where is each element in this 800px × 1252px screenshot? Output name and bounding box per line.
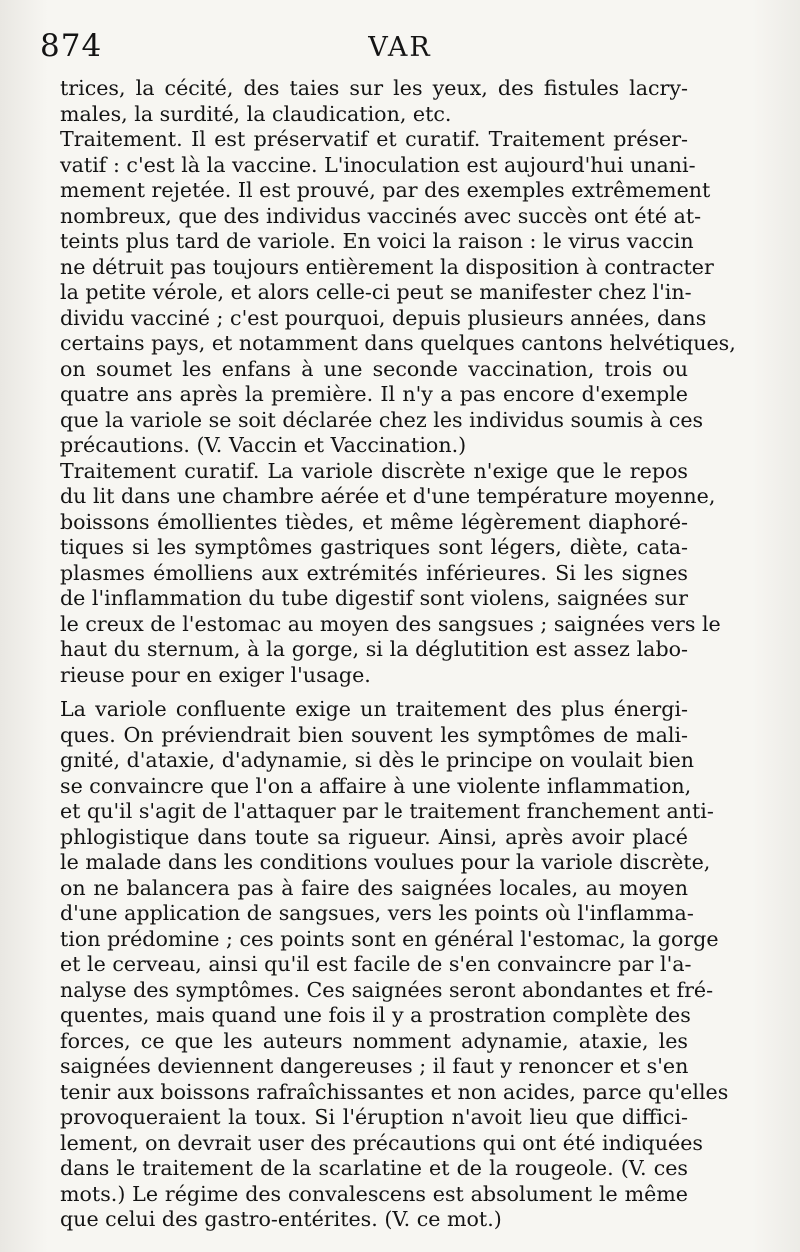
text-line: vatif : c'est là la vaccine. L'inoculation est aujourd'hui unani-	[60, 152, 696, 177]
text-line: et qu'il s'agit de l'attaquer par le traitement franchement anti-	[60, 799, 714, 823]
text-line: certains pays, et notamment dans quelques cantons helvétiques,	[60, 331, 736, 355]
text-line: males, la surdité, la claudication, etc.	[60, 101, 452, 126]
text-line: mots.) Le régime des convalescens est absolument le même	[60, 1181, 688, 1206]
text-line: le creux de l'estomac au moyen des sangsues ; saignées vers le	[60, 611, 721, 636]
text-line: saignées deviennent dangereuses ; il faut y renoncer et s'en	[60, 1054, 689, 1078]
text-line: le malade dans les conditions voulues pour la variole discrète,	[60, 850, 711, 874]
text-line: ne détruit pas toujours entièrement la disposition à contracter	[60, 254, 714, 279]
text-line: tenir aux boissons rafraîchissantes et non acides, parce qu'elles	[60, 1079, 729, 1104]
text-line: du lit dans une chambre aérée et d'une température moyenne,	[60, 484, 716, 508]
text-line: quatre ans après la première. Il n'y a pas encore d'exemple	[60, 382, 688, 406]
text-line: gnité, d'ataxie, d'adynamie, si dès le principe on voulait bien	[60, 748, 695, 772]
text-line: on soumet les enfans à une seconde vaccination, trois ou	[60, 356, 688, 381]
text-line: provoqueraient la toux. Si l'éruption n'avoit lieu que diffici-	[60, 1105, 688, 1129]
text-line: mement rejetée. Il est prouvé, par des exemples extrêmement	[60, 178, 711, 202]
text-line: la petite vérole, et alors celle-ci peut se manifester chez l'in-	[60, 280, 692, 304]
text-line: trices, la cécité, des taies sur les yeux, des fistules lacry-	[60, 76, 688, 100]
page-number: 874	[40, 28, 103, 64]
text-line: on ne balancera pas à faire des saignées locales, au moyen	[60, 875, 688, 900]
text-line: ques. On préviendrait bien souvent les symptômes de mali-	[60, 722, 688, 747]
text-line: tion prédomine ; ces points sont en général l'estomac, la gorge	[60, 926, 719, 951]
text-line: se convaincre que l'on a affaire à une violente inflammation,	[60, 773, 692, 798]
text-line: que la variole se soit déclarée chez les individus soumis à ces	[60, 407, 704, 432]
text-line: dividu vacciné ; c'est pourquoi, depuis plusieurs années, dans	[60, 305, 707, 330]
text-line: d'une application de sangsues, vers les points où l'inflamma-	[60, 901, 694, 925]
text-line: nombreux, que des individus vaccinés avec succès ont été at-	[60, 203, 702, 228]
body-text	[60, 76, 736, 1233]
text-line: rieuse pour en exiger l'usage.	[60, 662, 371, 687]
text-line: teints plus tard de variole. En voici la raison : le virus vaccin	[60, 229, 694, 253]
text-line: Traitement. Il est préservatif et curatif. Traitement préser-	[60, 127, 688, 151]
text-line: nalyse des symptômes. Ces saignées seront abondantes et fré-	[60, 977, 714, 1002]
text-line: que celui des gastro-entérites. (V. ce mot.)	[60, 1207, 502, 1231]
text-line: de l'inflammation du tube digestif sont violens, saignées sur	[60, 586, 689, 610]
text-line: et le cerveau, ainsi qu'il est facile de s'en convaincre par l'a-	[60, 952, 692, 976]
page-header	[40, 28, 760, 68]
running-head: VAR	[368, 32, 432, 63]
text-line: phlogistique dans toute sa rigueur. Ainsi, après avoir placé	[60, 824, 688, 849]
text-line: haut du sternum, à la gorge, si la déglutition est assez labo-	[60, 637, 688, 661]
text-line: La variole confluente exige un traitement des plus énergi-	[60, 697, 688, 721]
text-line: plasmes émolliens aux extrémités inférieures. Si les signes	[60, 560, 688, 585]
text-line: Traitement curatif. La variole discrète n'exige que le repos	[60, 458, 688, 483]
text-line: tiques si les symptômes gastriques sont légers, diète, cata-	[60, 535, 688, 559]
text-line: lement, on devrait user des précautions qui ont été indiquées	[60, 1130, 703, 1155]
text-line: boissons émollientes tièdes, et même légèrement diaphoré-	[60, 509, 688, 534]
text-line: dans le traitement de la scarlatine et de la rougeole. (V. ces	[60, 1156, 688, 1180]
text-line: quentes, mais quand une fois il y a prostration complète des	[60, 1003, 691, 1027]
text-line: forces, ce que les auteurs nomment adynamie, ataxie, les	[60, 1028, 688, 1053]
text-line: précautions. (V. Vaccin et Vaccination.)	[60, 433, 467, 457]
